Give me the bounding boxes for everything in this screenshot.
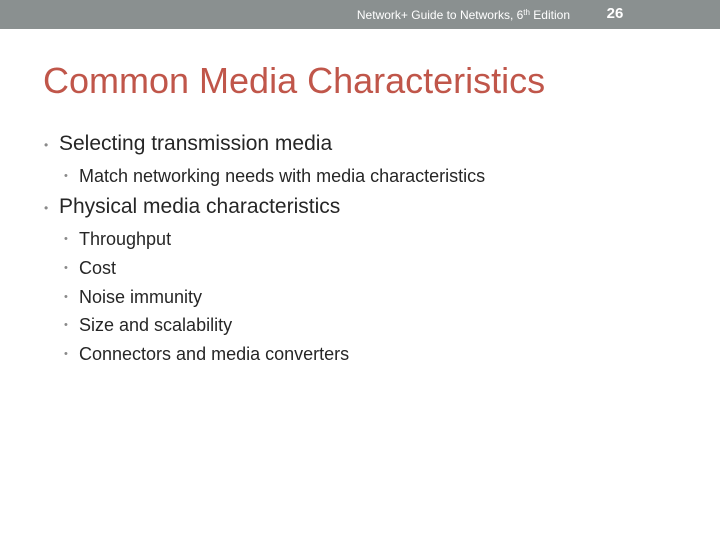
bullet-item-size-and-scalability: [64, 315, 233, 336]
bullet-dot-icon: •: [44, 138, 49, 152]
bullet-text: Size and scalability: [79, 315, 233, 335]
bullet-text: Selecting transmission media: [59, 132, 333, 155]
bullet-dot-icon: •: [64, 170, 68, 182]
bullet-dot-icon: •: [64, 262, 68, 274]
bullet-text: Connectors and media converters: [79, 344, 350, 364]
slide-title: Common Media Characteristics: [43, 60, 546, 101]
bullet-item-connectors-and-media-converters: [64, 344, 350, 365]
bullet-dot-icon: •: [44, 201, 49, 215]
bullet-item-physical-media-characteristics: [44, 195, 341, 219]
bullet-item-selecting-transmission-media: [44, 132, 333, 156]
bullet-dot-icon: •: [64, 233, 68, 245]
bullet-text: Physical media characteristics: [59, 195, 341, 218]
bullet-item-match-networking-needs: [64, 166, 486, 187]
bullet-dot-icon: •: [64, 319, 68, 331]
bullet-dot-icon: •: [64, 348, 68, 360]
bullet-text: Match networking needs with media characteristics: [79, 166, 486, 186]
bullet-text: Throughput: [79, 229, 172, 249]
bullet-dot-icon: •: [64, 291, 68, 303]
header-title: Network+ Guide to Networks, 6th Edition: [356, 8, 570, 22]
bullet-text: Noise immunity: [79, 287, 203, 307]
bullet-item-throughput: [64, 229, 172, 250]
bullet-text: Cost: [79, 258, 117, 278]
slide-number: 26: [606, 5, 624, 22]
bullet-item-noise-immunity: [64, 287, 203, 308]
bullet-item-cost: [64, 258, 117, 279]
header-bar: [0, 0, 720, 29]
